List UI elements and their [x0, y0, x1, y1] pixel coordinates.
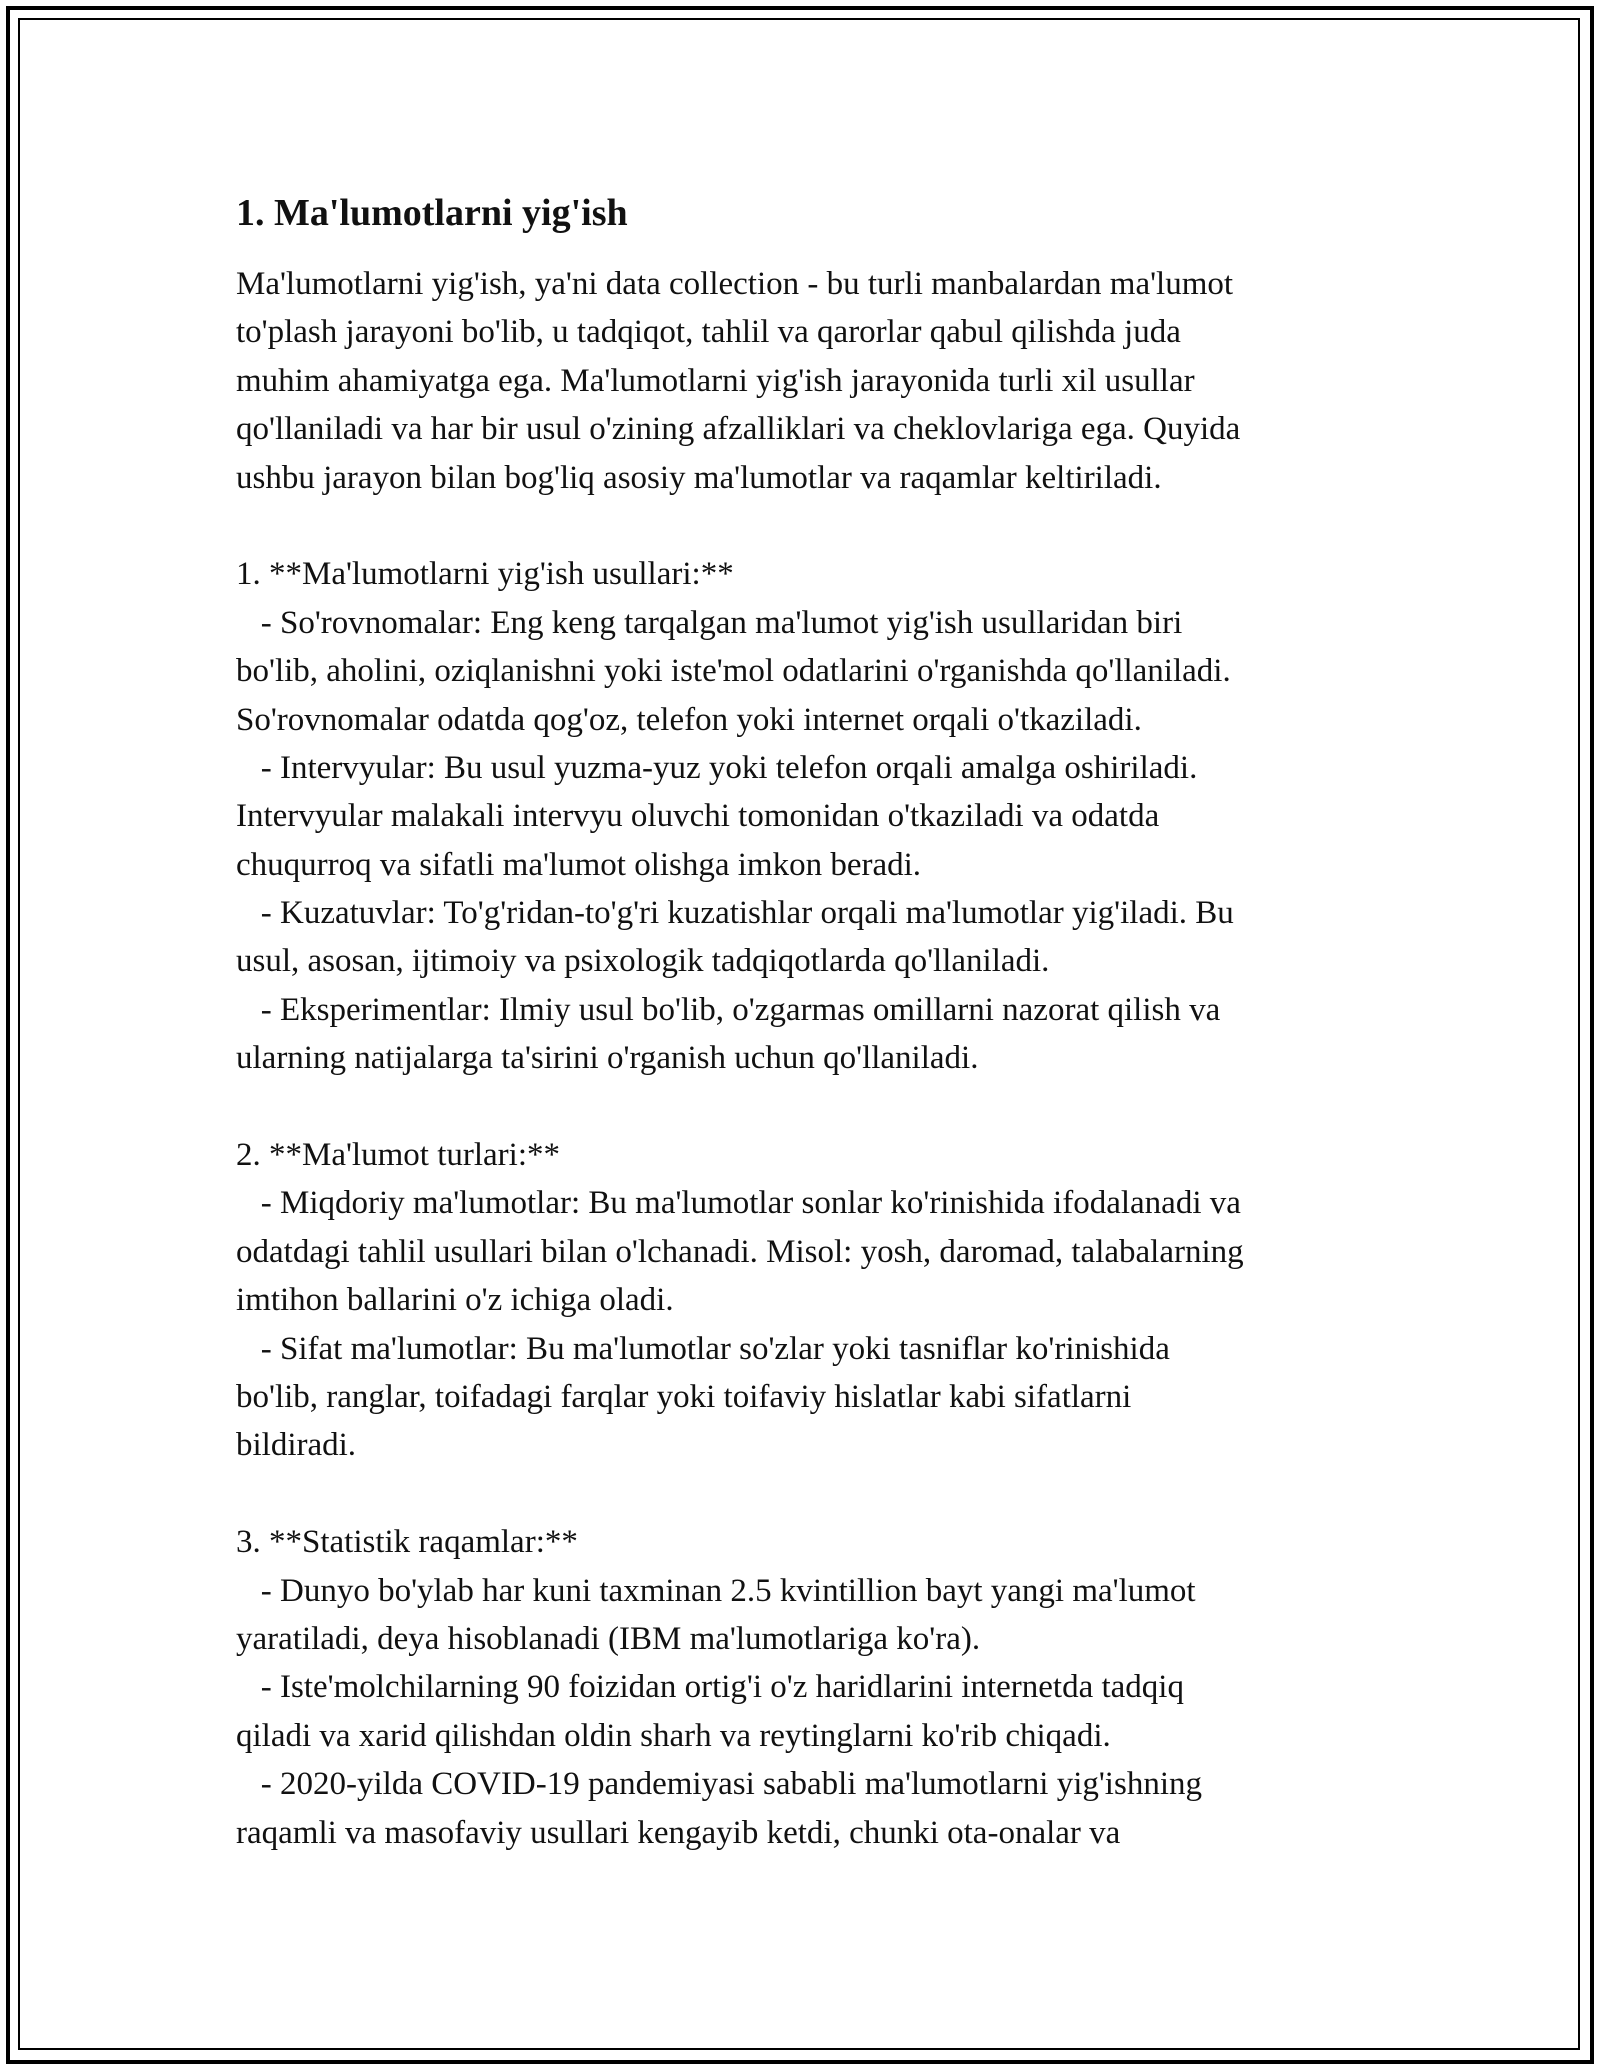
text-line: 3. **Statistik raqamlar:**: [236, 1524, 578, 1561]
text-line: 2. **Ma'lumot turlari:**: [236, 1137, 560, 1174]
text-line: - Kuzatuvlar: To'g'ridan-to'g'ri kuzatishlar orqali ma'lumotlar yig'iladi. Bu: [236, 895, 1234, 932]
text-line: - 2020-yilda COVID-19 pandemiyasi sababli ma'lumotlarni yig'ishning: [236, 1766, 1202, 1803]
text-line: usul, asosan, ijtimoiy va psixologik tadqiqotlarda qo'llaniladi.: [236, 943, 1050, 980]
text-line: bildiradi.: [236, 1427, 357, 1464]
text-line: bo'lib, ranglar, toifadagi farqlar yoki toifaviy hislatlar kabi sifatlarni: [236, 1378, 1132, 1415]
text-line: qiladi va xarid qilishdan oldin sharh va reytinglarni ko'rib chiqadi.: [236, 1717, 1111, 1754]
text-line: odatdagi tahlil usullari bilan o'lchanadi. Misol: yosh, daromad, talabalarning: [236, 1233, 1244, 1270]
text-line: ushbu jarayon bilan bog'liq asosiy ma'lumotlar va raqamlar keltiriladi.: [236, 459, 1162, 496]
text-line: Ma'lumotlarni yig'ish, ya'ni data collection - bu turli manbalardan ma'lumot: [236, 266, 1234, 302]
text-line: Intervyular malakali intervyu oluvchi tomonidan o'tkaziladi va odatda: [236, 798, 1160, 835]
text-line: qo'llaniladi va har bir usul o'zining afzalliklari va cheklovlariga ega. Quyida: [236, 411, 1241, 448]
text-line: raqamli va masofaviy usullari kengayib ketdi, chunki ota-onalar va: [236, 1814, 1121, 1851]
text-line: imtihon ballarini o'z ichiga oladi.: [236, 1282, 674, 1319]
text-line: yaratiladi, deya hisoblanadi (IBM ma'lumotlariga ko'ra).: [236, 1620, 981, 1657]
text-line: - Sifat ma'lumotlar: Bu ma'lumotlar so'zlar yoki tasniflar ko'rinishida: [236, 1330, 1170, 1367]
section-heading: 1. Ma'lumotlarni yig'ish: [236, 192, 628, 234]
paragraph-lines: [236, 260, 1376, 1857]
text-line: to'plash jarayoni bo'lib, u tadqiqot, tahlil va qarorlar qabul qilishda juda: [236, 314, 1181, 351]
blank-line: [236, 1083, 1376, 1131]
text-line: So'rovnomalar odatda qog'oz, telefon yoki internet orqali o'tkaziladi.: [236, 701, 1142, 738]
text-line: bo'lib, aholini, oziqlanishni yoki iste'mol odatlarini o'rganishda qo'llaniladi.: [236, 653, 1231, 690]
text-line: - Intervyular: Bu usul yuzma-yuz yoki telefon orqali amalga oshiriladi.: [236, 749, 1198, 786]
document-body: [236, 188, 1376, 1857]
text-line: muhim ahamiyatga ega. Ma'lumotlarni yig'ish jarayonida turli xil usullar: [236, 362, 1195, 399]
blank-line: [236, 1470, 1376, 1518]
text-line: - So'rovnomalar: Eng keng tarqalgan ma'lumot yig'ish usullaridan biri: [236, 604, 1183, 641]
text-line: - Miqdoriy ma'lumotlar: Bu ma'lumotlar sonlar ko'rinishida ifodalanadi va: [236, 1185, 1241, 1222]
blank-line: [236, 502, 1376, 550]
text-line: chuqurroq va sifatli ma'lumot olishga imkon beradi.: [236, 846, 922, 883]
text-line: - Eksperimentlar: Ilmiy usul bo'lib, o'zgarmas omillarni nazorat qilish va: [236, 991, 1221, 1028]
text-line: ularning natijalarga ta'sirini o'rganish uchun qo'llaniladi.: [236, 1040, 979, 1077]
text-line: - Dunyo bo'ylab har kuni taxminan 2.5 kvintillion bayt yangi ma'lumot: [236, 1572, 1196, 1609]
text-line: 1. **Ma'lumotlarni yig'ish usullari:**: [236, 556, 734, 593]
text-line: - Iste'molchilarning 90 foizidan ortig'i o'z haridlarini internetda tadqiq: [236, 1669, 1184, 1706]
